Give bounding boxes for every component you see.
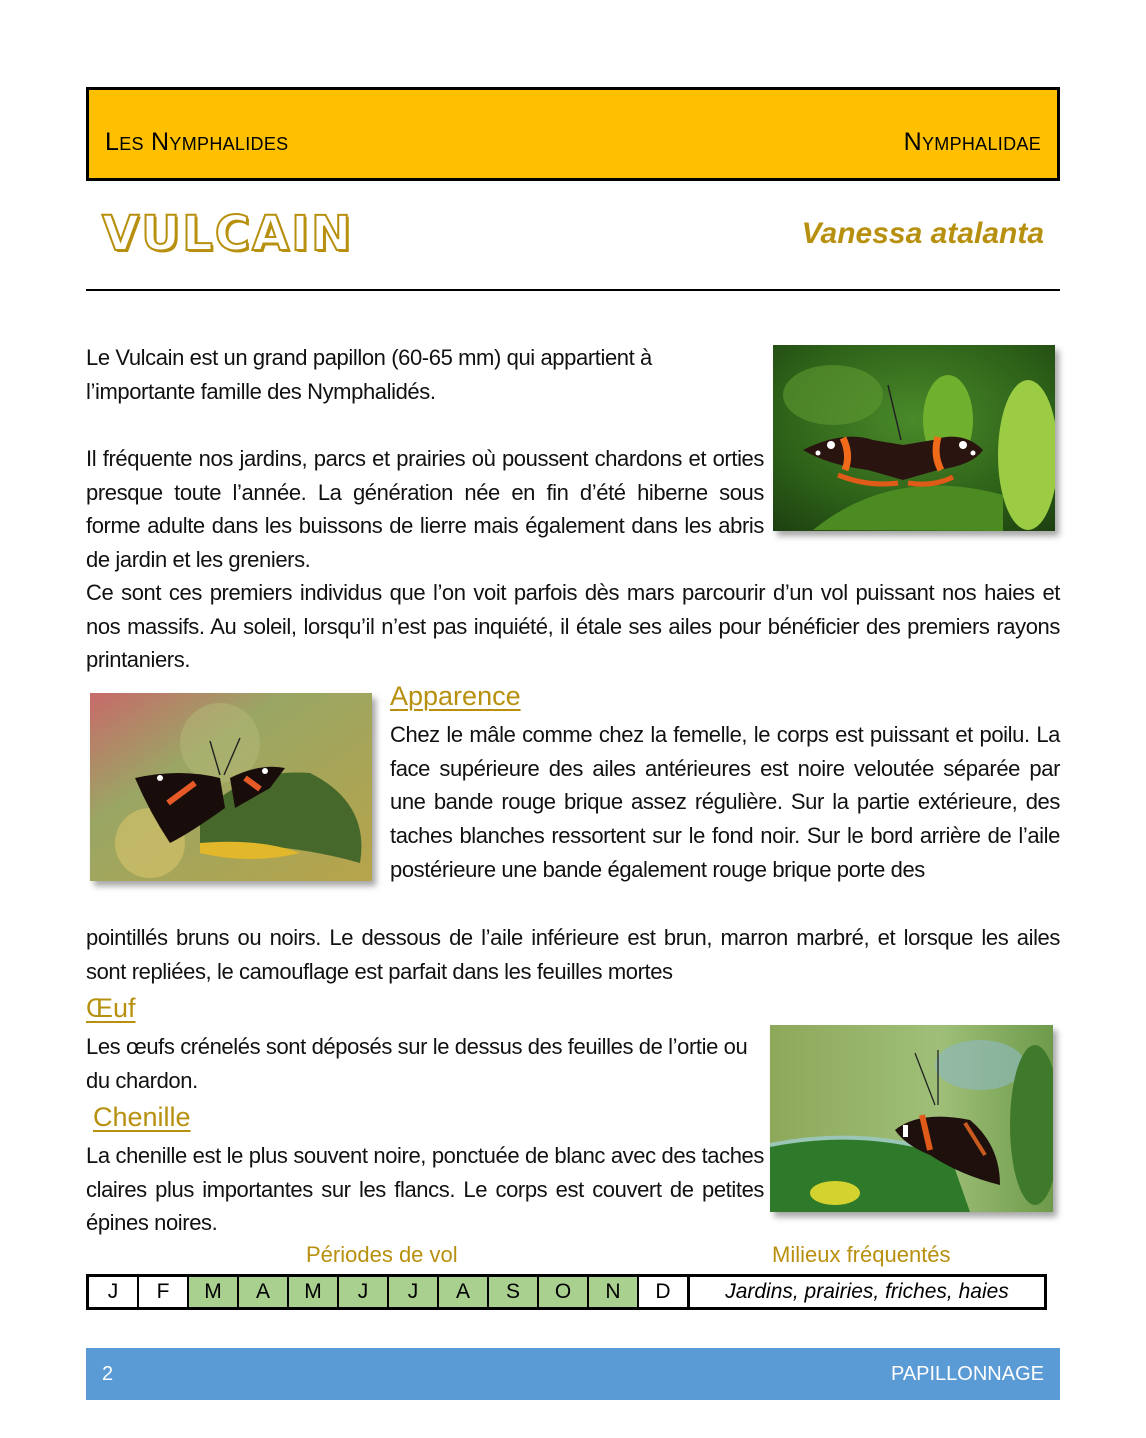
month-cell: O (538, 1276, 588, 1309)
apparence-text-continued: pointillés bruns ou noirs. Le dessous de l’aile inférieure est brun, marron marbré, et lorsque les ailes sont repliées, le camouflage est parfait dans les feuilles mortes (86, 925, 1060, 984)
page-number: 2 (102, 1363, 114, 1385)
month-cell: J (88, 1276, 139, 1309)
photo-butterfly-open-wings (773, 345, 1055, 531)
apparence-text-wrapped: Chez le mâle comme chez la femelle, le corps est puissant et poilu. La face supérieure des ailes antérieures est noire veloutée séparée par une bande rouge brique assez régulière. Sur la partie extérieure, des taches blanches ressortent sur le fond noir. Sur le bord arrière de l’aile postérieure une bande également rouge brique porte des (390, 722, 1060, 882)
month-row (88, 1276, 1046, 1309)
month-cell: A (238, 1276, 288, 1309)
flight-period-table (86, 1274, 1047, 1310)
page-footer (86, 1348, 1060, 1400)
month-cell: N (588, 1276, 638, 1309)
title-divider (86, 289, 1060, 291)
chenille-text: La chenille est le plus souvent noire, ponctuée de blanc avec des taches claires plus importantes sur les flancs. Le corps est couvert de petites épines noires. (86, 1143, 764, 1236)
species-latin-name: Vanessa atalanta (801, 217, 1044, 250)
month-cell: J (338, 1276, 388, 1309)
month-cell: S (488, 1276, 538, 1309)
section-heading-oeuf: Œuf (86, 993, 136, 1023)
habitat-caption: Milieux fréquentés (772, 1242, 951, 1267)
intro-paragraph-3: Ce sont ces premiers individus que l’on voit parfois dès mars parcourir d’un vol puissant nos haies et nos massifs. Au soleil, lorsqu’il n’est pas inquiété, il étale ses ailes pour bénéficier des premiers rayons printaniers. (86, 580, 1060, 673)
flight-periods-caption: Périodes de vol (306, 1242, 458, 1267)
photo-butterfly-side (770, 1025, 1053, 1212)
oeuf-text: Les œufs crénelés sont déposés sur le dessus des feuilles de l’ortie ou du chardon. (86, 1034, 748, 1093)
section-heading-apparence: Apparence (390, 681, 521, 711)
month-cell: J (388, 1276, 438, 1309)
family-name-fr: Les Nymphalides (105, 128, 289, 156)
month-cell: M (188, 1276, 238, 1309)
month-cell: M (288, 1276, 338, 1309)
family-name-latin: Nymphalidae (903, 128, 1041, 156)
month-cell: A (438, 1276, 488, 1309)
habitat-cell: Jardins, prairies, friches, haies (689, 1276, 1046, 1309)
header-band (86, 87, 1060, 181)
intro-paragraph-2: Il fréquente nos jardins, parcs et prairies où poussent chardons et orties presque toute l’année. La génération née en fin d’été hiberne sous forme adulte dans les buissons de lierre mais également dans les abris de jardin et les greniers. (86, 446, 764, 573)
publication-name: PAPILLONNAGE (890, 1363, 1044, 1385)
intro-paragraph-1: Le Vulcain est un grand papillon (60-65 mm) qui appartient à l’importante famille des Nymphalidés. (86, 345, 652, 404)
photo-butterfly-on-leaf-bokeh (90, 693, 372, 881)
species-common-name: VULCAIN (102, 206, 354, 262)
section-heading-chenille: Chenille (93, 1102, 191, 1132)
month-cell: F (138, 1276, 188, 1309)
month-cell: D (638, 1276, 689, 1309)
